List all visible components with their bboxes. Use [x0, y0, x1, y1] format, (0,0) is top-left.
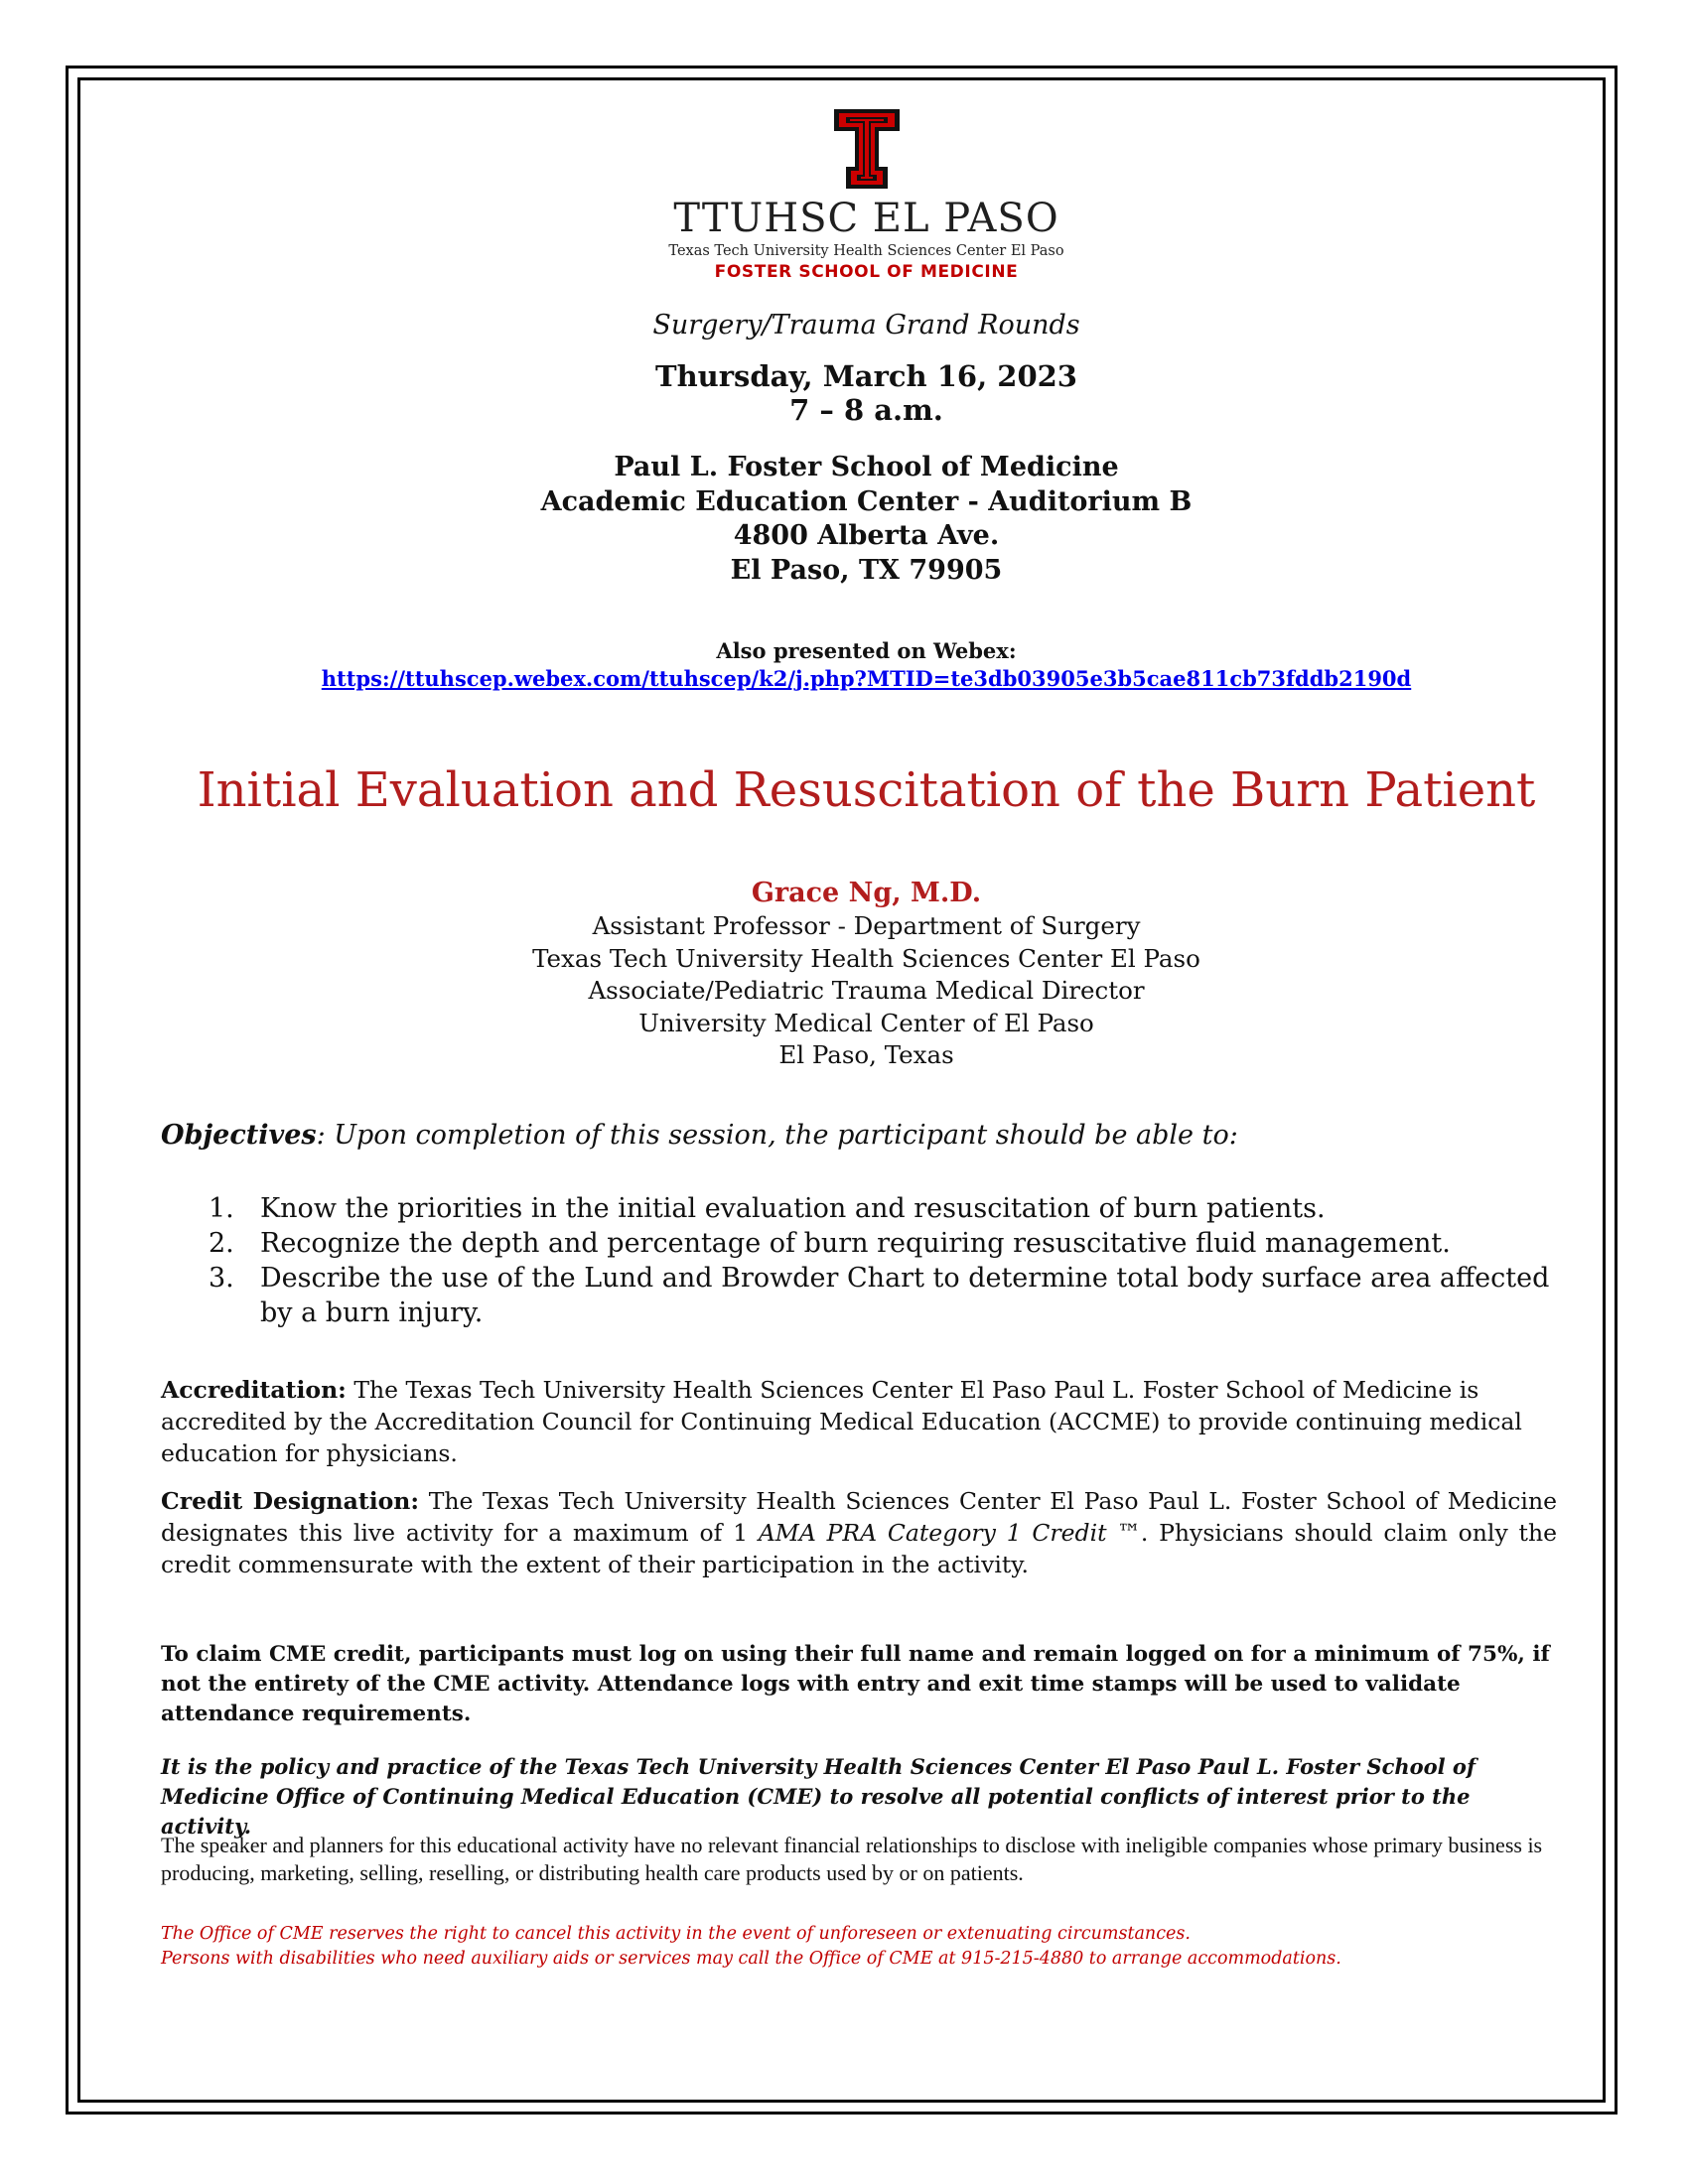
- accreditation-statement: [161, 1374, 1557, 1469]
- event-time: 7 – 8 a.m.: [789, 393, 943, 427]
- list-item: [161, 1226, 1571, 1261]
- location-line: El Paso, TX 79905: [730, 554, 1003, 586]
- credit-text-before: The Texas Tech University Health Sciences Center El Paso Paul L. Foster School of Medicine designates this live activity for a maximum of 1: [161, 1487, 1557, 1547]
- institution-name: TTUHSC EL PASO: [673, 196, 1059, 241]
- list-item: [161, 1191, 1571, 1226]
- location-line: Academic Education Center - Auditorium B: [540, 485, 1193, 517]
- cme-claim-instructions: To claim CME credit, participants must log on using their full name and remain logged on for a minimum of 75%, if not the entirety of the CME activity. Attendance logs with entry and exit time stamps will be used to validate attendance requirements.: [161, 1642, 1550, 1726]
- list-item: [161, 1261, 1571, 1330]
- cancel-notice: The Office of CME reserves the right to cancel this activity in the event of unforeseen or extenuating circumstances.: [161, 1924, 1191, 1944]
- credit-text-after: . Physicians should claim only the credit commensurate with the extent of their participation in the activity.: [161, 1519, 1557, 1578]
- event-date: Thursday, March 16, 2023: [655, 359, 1077, 393]
- double-t-logo-icon: [834, 109, 900, 189]
- webex-label: Also presented on Webex:: [716, 638, 1017, 663]
- accessibility-notice: Persons with disabilities who need auxiliary aids or services may call the Office of CME at 915-215-4880 to arrange accommodations.: [161, 1949, 1341, 1969]
- list-number: 3.: [209, 1263, 234, 1294]
- list-text: Describe the use of the Lund and Browder Chart to determine total body surface area affected by a burn injury.: [260, 1263, 1550, 1328]
- credit-designation: [161, 1485, 1557, 1580]
- speaker-line: Assistant Professor - Department of Surgery: [592, 911, 1141, 940]
- event-datetime: [0, 359, 1688, 427]
- accreditation-text: The Texas Tech University Health Sciences Center El Paso Paul L. Foster School of Medicine is accredited by the Accreditation Council for Continuing Medical Education (ACCME) to provide continuing medical education for physicians.: [161, 1376, 1522, 1467]
- webex-block: [0, 637, 1688, 693]
- list-number: 1.: [209, 1193, 234, 1224]
- speaker-line: University Medical Center of El Paso: [638, 1008, 1094, 1037]
- credit-label: Credit Designation:: [161, 1487, 420, 1515]
- objectives-intro: [161, 1120, 1551, 1151]
- talk-title: Initial Evaluation and Resuscitation of the Burn Patient: [197, 762, 1536, 818]
- list-number: 2.: [209, 1228, 234, 1259]
- objectives-list: [161, 1191, 1571, 1330]
- objectives-intro-text: : Upon completion of this session, the participant should be able to:: [316, 1120, 1238, 1151]
- cme-notices: [161, 1922, 1571, 1972]
- accreditation-label: Accreditation:: [161, 1376, 347, 1404]
- financial-disclosure: The speaker and planners for this educational activity have no relevant financial relationships to disclose with ineligible companies whose primary business is producing, marketing, selling, reselling, or distributing health care products used by or on patients.: [161, 1833, 1543, 1885]
- objectives-label: Objectives: [161, 1120, 317, 1151]
- list-text: Know the priorities in the initial evaluation and resuscitation of burn patients.: [260, 1193, 1326, 1224]
- speaker-block: [0, 877, 1688, 1072]
- conflict-policy: It is the policy and practice of the Texas Tech University Health Sciences Center El Paso Paul L. Foster School of Medicine Office of Continuing Medical Education (CME) to resolve all potential conflicts of interest prior to the activity.: [161, 1754, 1476, 1839]
- school-name: FOSTER SCHOOL OF MEDICINE: [714, 262, 1019, 282]
- speaker-line: El Paso, Texas: [778, 1040, 954, 1069]
- location-line: Paul L. Foster School of Medicine: [614, 452, 1119, 482]
- credit-name: AMA PRA Category 1 Credit ™: [758, 1519, 1141, 1547]
- speaker-line: Associate/Pediatric Trauma Medical Director: [588, 976, 1145, 1005]
- event-series: Surgery/Trauma Grand Rounds: [652, 310, 1080, 341]
- institution-logo: [0, 109, 1688, 283]
- location-line: 4800 Alberta Ave.: [733, 520, 1000, 551]
- speaker-line: Texas Tech University Health Sciences Center El Paso: [532, 943, 1200, 973]
- event-location: [0, 451, 1688, 588]
- webex-link[interactable]: https://ttuhscep.webex.com/ttuhscep/k2/j.php?MTID=te3db03905e3b5cae811cb73fddb2190d: [321, 666, 1412, 691]
- list-text: Recognize the depth and percentage of burn requiring resuscitative fluid management.: [260, 1228, 1451, 1259]
- speaker-name: Grace Ng, M.D.: [751, 878, 982, 908]
- institution-full-name: Texas Tech University Health Sciences Center El Paso: [668, 243, 1064, 259]
